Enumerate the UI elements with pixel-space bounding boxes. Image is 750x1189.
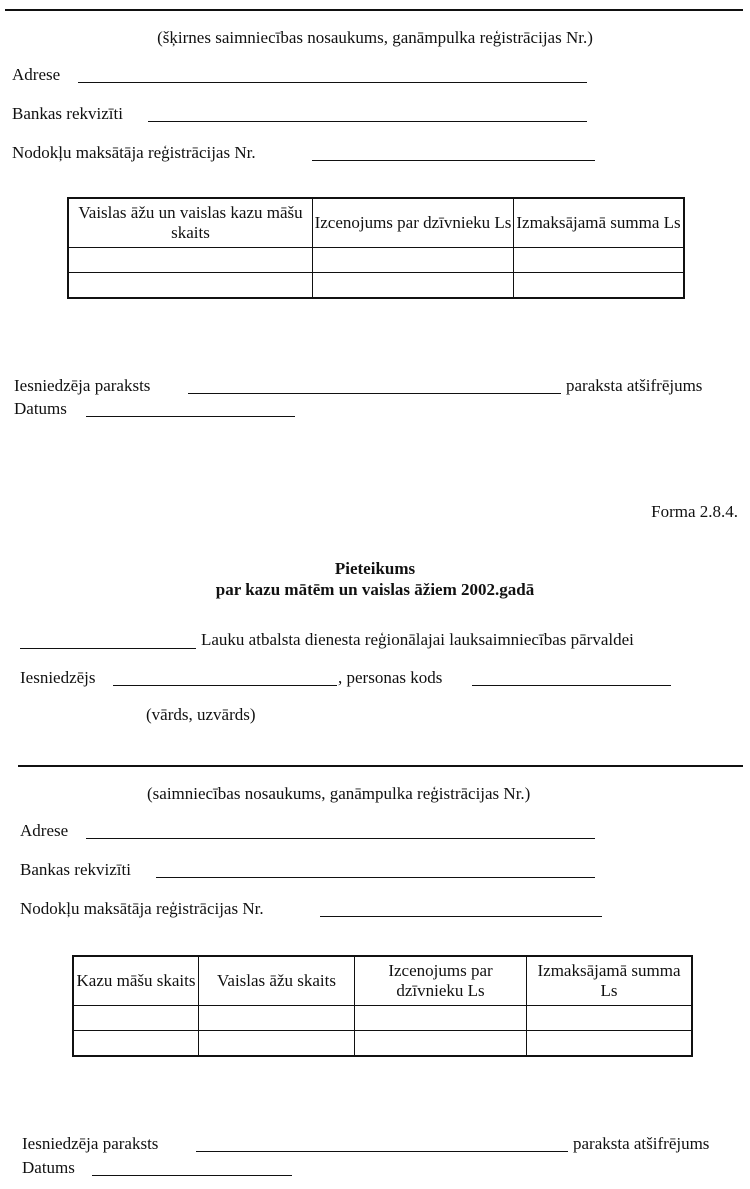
date-field[interactable] — [86, 416, 295, 417]
table-row — [68, 273, 684, 299]
personal-code-label: , personas kods — [338, 668, 443, 687]
form-number: Forma 2.8.4. — [651, 502, 738, 521]
table-cell[interactable] — [313, 248, 514, 273]
title-line-1: Pieteikums — [334, 559, 416, 578]
tax-label-2: Nodokļu maksātāja reģistrācijas Nr. — [20, 899, 264, 918]
header-price: Izcenojums par dzīvnieku Ls — [313, 198, 514, 248]
payment-table — [67, 197, 685, 299]
date-field-2[interactable] — [92, 1175, 292, 1176]
applicant-label: Iesniedzējs — [20, 668, 96, 687]
table-row — [73, 1006, 692, 1031]
table-cell[interactable] — [73, 1031, 199, 1057]
table-cell[interactable] — [199, 1006, 355, 1031]
header-price-2: Izcenojums par dzīvnieku Ls — [355, 956, 527, 1006]
addressee-text: Lauku atbalsta dienesta reģionālajai lauksaimniecības pārvaldei — [201, 630, 634, 649]
section2-rule — [18, 765, 743, 767]
table-cell[interactable] — [73, 1006, 199, 1031]
farm-caption: (šķirnes saimniecības nosaukums, ganāmpulka reģistrācijas Nr.) — [157, 28, 593, 47]
table-row — [73, 1031, 692, 1057]
date-label: Datums — [14, 399, 67, 418]
address-field-2[interactable] — [86, 838, 595, 839]
farm-caption-2: (saimniecības nosaukums, ganāmpulka reģistrācijas Nr.) — [147, 784, 531, 803]
bank-label: Bankas rekvizīti — [12, 104, 123, 123]
address-field[interactable] — [78, 82, 587, 83]
header-amount: Izmaksājamā summa Ls — [514, 198, 685, 248]
tax-field[interactable] — [312, 160, 595, 161]
signature-label-2: Iesniedzēja paraksts — [22, 1134, 159, 1153]
table-cell[interactable] — [313, 273, 514, 299]
name-caption: (vārds, uzvārds) — [146, 705, 256, 724]
applicant-field[interactable] — [113, 685, 337, 686]
table-cell[interactable] — [355, 1031, 527, 1057]
top-rule — [5, 9, 743, 11]
bank-field-2[interactable] — [156, 877, 595, 878]
table-cell[interactable] — [527, 1006, 693, 1031]
region-field[interactable] — [20, 648, 196, 649]
header-goat-count: Vaislas āžu un vaislas kazu māšu skaits — [68, 198, 313, 248]
table-cell[interactable] — [514, 273, 685, 299]
header-buck-count: Vaislas āžu skaits — [199, 956, 355, 1006]
bank-label-2: Bankas rekvizīti — [20, 860, 131, 879]
payment-table-2 — [72, 955, 693, 1057]
table-header-row — [68, 198, 684, 248]
table-cell[interactable] — [68, 248, 313, 273]
signature-label: Iesniedzēja paraksts — [14, 376, 151, 395]
title-line-2: par kazu mātēm un vaislas āžiem 2002.gadā — [215, 580, 535, 599]
signature-field[interactable] — [188, 393, 561, 394]
table-cell[interactable] — [514, 248, 685, 273]
header-mother-count: Kazu māšu skaits — [73, 956, 199, 1006]
signature-field-2[interactable] — [196, 1151, 568, 1152]
signature-decode-label: paraksta atšifrējums — [566, 376, 703, 395]
address-label-2: Adrese — [20, 821, 69, 840]
tax-field-2[interactable] — [320, 916, 602, 917]
bank-field[interactable] — [148, 121, 587, 122]
personal-code-field[interactable] — [472, 685, 671, 686]
table-row — [68, 248, 684, 273]
signature-decode-label-2: paraksta atšifrējums — [573, 1134, 710, 1153]
table-cell[interactable] — [527, 1031, 693, 1057]
header-amount-2: Izmaksājamā summa Ls — [527, 956, 693, 1006]
table-cell[interactable] — [68, 273, 313, 299]
tax-label: Nodokļu maksātāja reģistrācijas Nr. — [12, 143, 256, 162]
address-label: Adrese — [12, 65, 61, 84]
table-cell[interactable] — [199, 1031, 355, 1057]
table-cell[interactable] — [355, 1006, 527, 1031]
table-header-row — [73, 956, 692, 1006]
date-label-2: Datums — [22, 1158, 75, 1177]
